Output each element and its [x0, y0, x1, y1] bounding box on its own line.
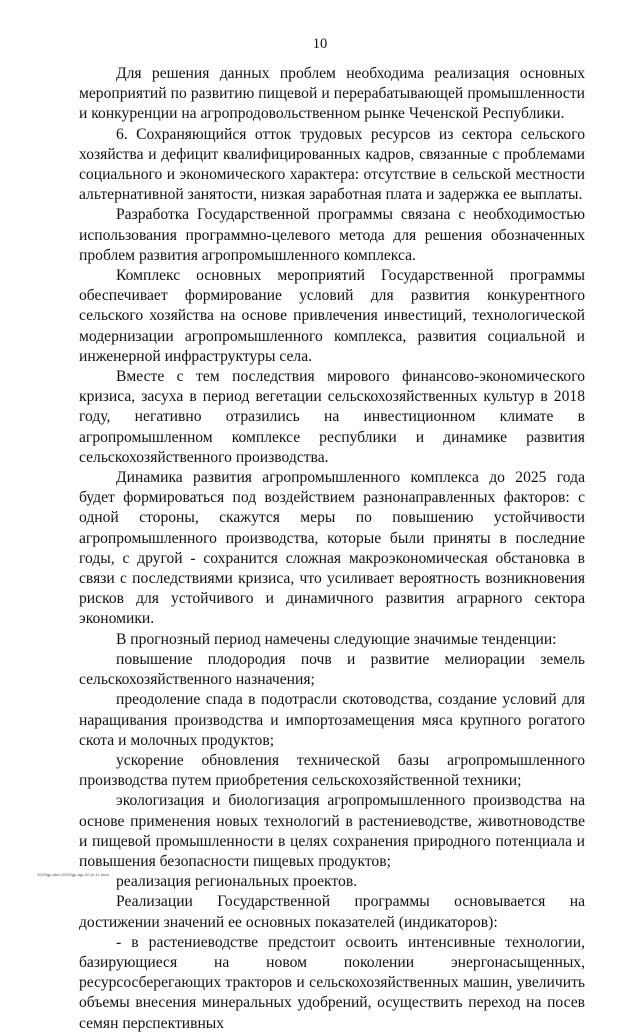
paragraph: Динамика развития агропромышленного комплекса до 2025 года будет формироваться под воздействием разнонаправленных факторов: с одной стороны, скажутся меры по повышению устойчивости агропромышленного производства, которые были приняты в последние годы, с другой - сохранится сложная макроэкономическая обстановка в связи с последствиями кризиса, что усиливает вероятность возникновения рисков для устойчивого и динамичного развития аграрного сектора экономики. [79, 469, 585, 628]
paragraph: Для решения данных проблем необходима реализация основных мероприятий по развитию пищевой и перерабатывающей промышленности и конкуренции на агропродовольственном рынке Чеченской Республики. [79, 65, 585, 123]
list-item: повышение плодородия почв и развитие мелиорации земель сельскохозяйственного назначения; [79, 650, 585, 689]
file-path-footer: 2019\gp-ahm-2020\gp-agr-02-pr-11.docx [37, 872, 110, 877]
document-body [79, 64, 585, 1034]
paragraph: Реализации Государственной программы основывается на достижении значений ее основных показателей (индикаторов): [79, 893, 585, 931]
paragraph: Вместе с тем последствия мирового финансово-экономического кризиса, засуха в период вегетации сельскохозяйственных культур в 2018 году, негативно отразились на инвестиционном климате в агропромышленном комплексе республики и динамике развития сельскохозяйственного производства. [79, 368, 585, 466]
list-item: ускорение обновления технической базы агропромышленного производства путем приобретения сельскохозяйственной техники; [79, 751, 585, 790]
list-item: - в растениеводстве предстоит освоить интенсивные технологии, базирующиеся на новом поколении энергонасыщенных, ресурсосберегающих тракторов и сельскохозяйственных машин, увеличить объемы внесения минеральных удобрений, осуществить переход на посев семян перспективных [79, 933, 585, 1032]
paragraph: 6. Сохраняющийся отток трудовых ресурсов из сектора сельского хозяйства и дефицит квалифицированных кадров, связанные с проблемами социального и экономического характера: отсутствие в сельской местности альтернативной занятости, низкая заработная плата и задержка ее выплаты. [79, 125, 585, 204]
list-item: экологизация и биологизация агропромышленного производства на основе применения новых технологий в растениеводстве, животноводстве и пищевой промышленности в целях сохранения природного потенциала и повышения безопасности пищевых продуктов; [79, 792, 585, 870]
paragraph: Разработка Государственной программы связана с необходимостью использования программно-целевого метода для решения обозначенных проблем развития агропромышленного комплекса. [79, 206, 585, 264]
list-item: реализация региональных проектов. [116, 873, 358, 891]
list-item: преодоление спада в подотрасли скотоводства, создание условий для наращивания производства и импортозамещения мяса крупного рогатого скота и молочных продуктов; [79, 691, 585, 749]
paragraph: Комплекс основных мероприятий Государственной программы обеспечивает формирование условий для развития конкурентного сельского хозяйства на основе привлечения инвестиций, технологической модернизации агропромышленного комплекса, развития социальной и инженерной инфраструктуры села. [79, 267, 585, 365]
paragraph: В прогнозный период намечены следующие значимые тенденции: [116, 630, 557, 648]
page-number: 10 [312, 36, 328, 52]
